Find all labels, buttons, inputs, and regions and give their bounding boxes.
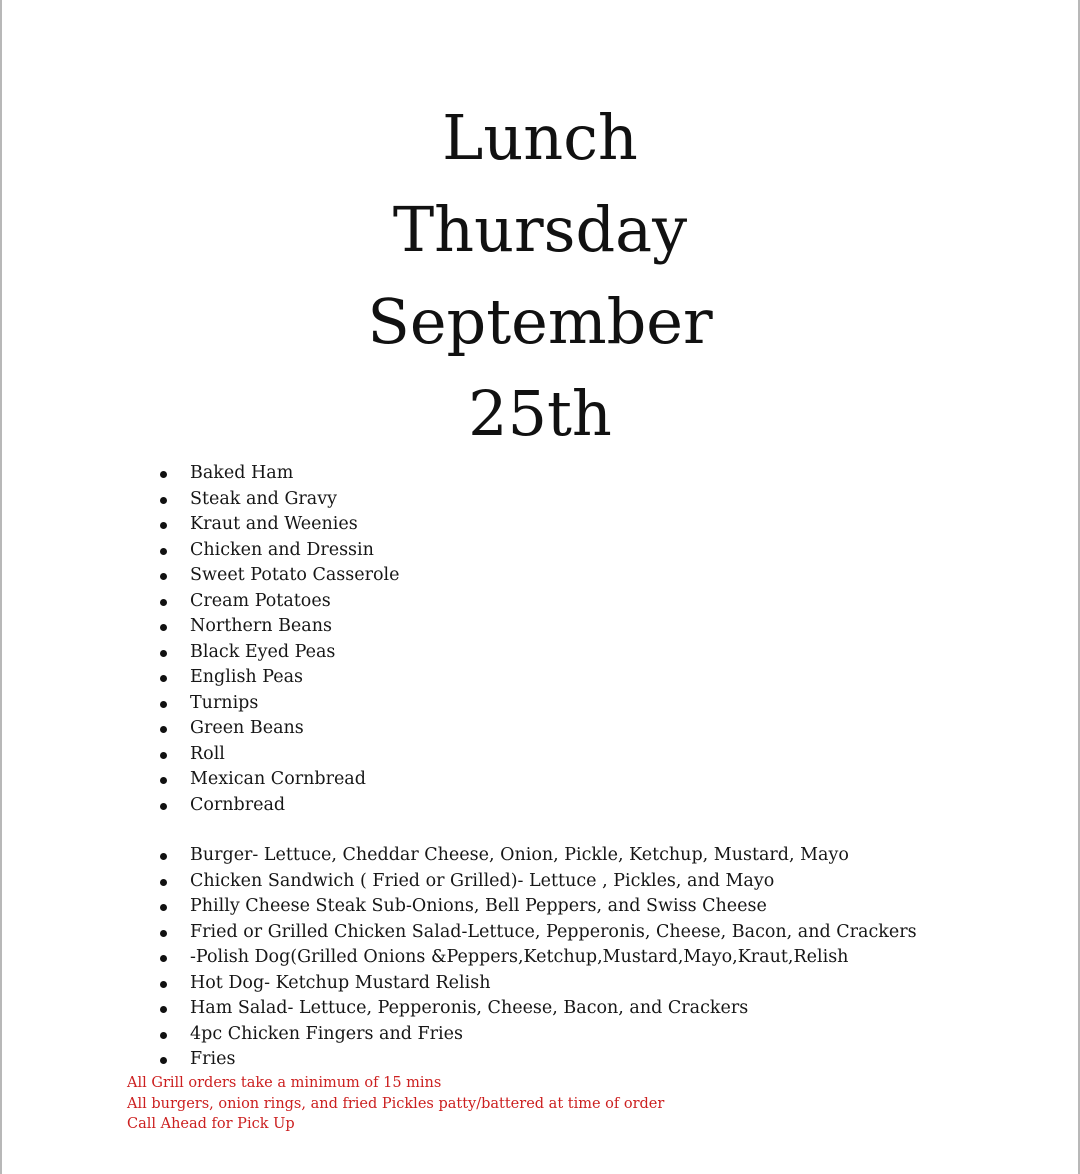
list-item <box>0 742 1080 768</box>
list-item-label: Sweet Potato Casserole <box>190 565 400 585</box>
bullet-icon <box>160 624 167 631</box>
list-item-label: Green Beans <box>190 718 304 738</box>
list-item-label: Roll <box>190 743 225 764</box>
order-notes <box>127 1073 1027 1135</box>
bullet-icon <box>160 522 167 529</box>
list-item-label: Kraut and Weenies <box>190 514 358 534</box>
list-item-label: Ham Salad- Lettuce, Pepperonis, Cheese, Bacon, and Crackers <box>190 998 749 1018</box>
bullet-icon <box>160 752 167 759</box>
list-item <box>0 538 1080 564</box>
list-item-label: English Peas <box>190 667 304 687</box>
bullet-icon <box>160 879 167 886</box>
list-item <box>0 614 1080 640</box>
list-item-label: Mexican Cornbread <box>190 769 366 789</box>
list-item <box>0 461 1080 487</box>
title-line-meal: Lunch <box>442 101 638 174</box>
list-item-label: Cornbread <box>190 794 286 815</box>
bullet-icon <box>160 726 167 733</box>
bullet-icon <box>160 803 167 810</box>
list-item-label: Chicken Sandwich ( Fried or Grilled)- Lettuce , Pickles, and Mayo <box>190 870 775 891</box>
list-item <box>0 589 1080 615</box>
bullet-icon <box>160 675 167 682</box>
list-item <box>0 793 1080 819</box>
note-made-to-order: All burgers, onion rings, and fried Pickles patty/battered at time of order <box>127 1095 665 1112</box>
list-item-label: Chicken and Dressin <box>190 539 374 560</box>
bullet-icon <box>160 930 167 937</box>
list-item <box>0 971 1080 997</box>
entree-list <box>0 461 1080 818</box>
page-title <box>0 92 1080 460</box>
list-item <box>0 767 1080 793</box>
bullet-icon <box>160 777 167 784</box>
list-item-label: Fries <box>190 1049 236 1069</box>
list-item <box>0 640 1080 666</box>
list-item-label: -Polish Dog(Grilled Onions &Peppers,Ketchup,Mustard,Mayo,Kraut,Relish <box>190 947 849 967</box>
list-item <box>0 563 1080 589</box>
grill-list <box>0 843 1080 1073</box>
list-item-label: Fried or Grilled Chicken Salad-Lettuce, Pepperonis, Cheese, Bacon, and Crackers <box>190 921 917 942</box>
bullet-icon <box>160 599 167 606</box>
list-item <box>0 894 1080 920</box>
list-item-label: Hot Dog- Ketchup Mustard Relish <box>190 972 491 993</box>
list-item-label: Burger- Lettuce, Cheddar Cheese, Onion, Pickle, Ketchup, Mustard, Mayo <box>190 845 849 865</box>
list-item <box>0 1047 1080 1073</box>
list-item-label: Northern Beans <box>190 616 332 636</box>
list-item-label: Philly Cheese Steak Sub-Onions, Bell Peppers, and Swiss Cheese <box>190 896 767 916</box>
bullet-icon <box>160 548 167 555</box>
bullet-icon <box>160 981 167 988</box>
list-item <box>0 691 1080 717</box>
list-item <box>0 945 1080 971</box>
bullet-icon <box>160 1032 167 1039</box>
list-item-label: 4pc Chicken Fingers and Fries <box>190 1023 463 1044</box>
bullet-icon <box>160 853 167 860</box>
list-item <box>0 512 1080 538</box>
bullet-icon <box>160 497 167 504</box>
note-call-ahead: Call Ahead for Pick Up <box>127 1116 295 1132</box>
list-item <box>0 487 1080 513</box>
note-grill-time: All Grill orders take a minimum of 15 mins <box>127 1075 442 1091</box>
list-item <box>0 1022 1080 1048</box>
list-item <box>0 843 1080 869</box>
list-item-label: Turnips <box>190 692 259 713</box>
list-item-label: Steak and Gravy <box>190 488 337 509</box>
list-item <box>0 665 1080 691</box>
bullet-icon <box>160 573 167 580</box>
bullet-icon <box>160 904 167 911</box>
title-line-month: September <box>367 285 713 358</box>
title-line-weekday: Thursday <box>392 193 688 266</box>
bullet-icon <box>160 955 167 962</box>
bullet-icon <box>160 701 167 708</box>
list-item-label: Black Eyed Peas <box>190 641 336 662</box>
bullet-icon <box>160 1057 167 1064</box>
list-item <box>0 716 1080 742</box>
list-item <box>0 920 1080 946</box>
list-item <box>0 996 1080 1022</box>
list-item-label: Cream Potatoes <box>190 590 331 611</box>
bullet-icon <box>160 650 167 657</box>
list-item <box>0 869 1080 895</box>
title-line-day: 25th <box>468 377 612 450</box>
list-item-label: Baked Ham <box>190 463 294 483</box>
bullet-icon <box>160 1006 167 1013</box>
bullet-icon <box>160 471 167 478</box>
